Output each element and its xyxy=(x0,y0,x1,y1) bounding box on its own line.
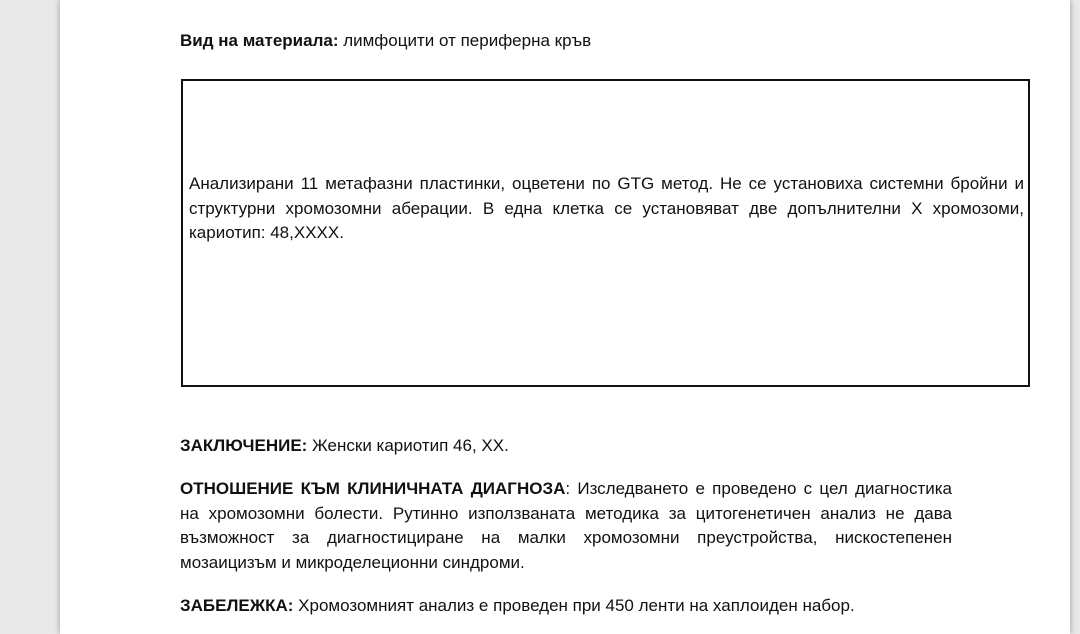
conclusion-label: ЗАКЛЮЧЕНИЕ: xyxy=(180,436,308,455)
note-value: Хромозомният анализ е проведен при 450 ленти на хаплоиден набор. xyxy=(293,596,855,615)
material-line xyxy=(180,29,591,54)
conclusion-value: Женски кариотип 46, ХХ. xyxy=(307,436,509,455)
material-value: лимфоцити от периферна кръв xyxy=(338,31,592,50)
clinical-relation-paragraph xyxy=(180,477,952,575)
analysis-result-text: Анализирани 11 метафазни пластинки, оцветени по GTG метод. Не се установиха системни бройни и структурни хромозомни аберации. В една клетка се установяват две допълнителни Х хромозоми, кариотип: 48,ХХХХ. xyxy=(189,174,1024,242)
note-label: ЗАБЕЛЕЖКА: xyxy=(180,596,294,615)
clinical-relation-text: : Изследването е проведено с цел диагностика на хромозомни болести. Рутинно използваната методика за цитогенетичен анализ не дава възможност за диагностициране на малки хромозомни преустройства, нискостепенен мозаицизъм и микроделеционни синдроми. xyxy=(180,479,952,572)
note-line xyxy=(180,594,960,619)
analysis-result-box xyxy=(181,79,1030,387)
material-label: Вид на материала: xyxy=(180,31,339,50)
document-page xyxy=(60,0,1070,634)
conclusion-line xyxy=(180,434,509,459)
clinical-relation-label: ОТНОШЕНИЕ КЪМ КЛИНИЧНАТА ДИАГНОЗА xyxy=(180,479,566,498)
